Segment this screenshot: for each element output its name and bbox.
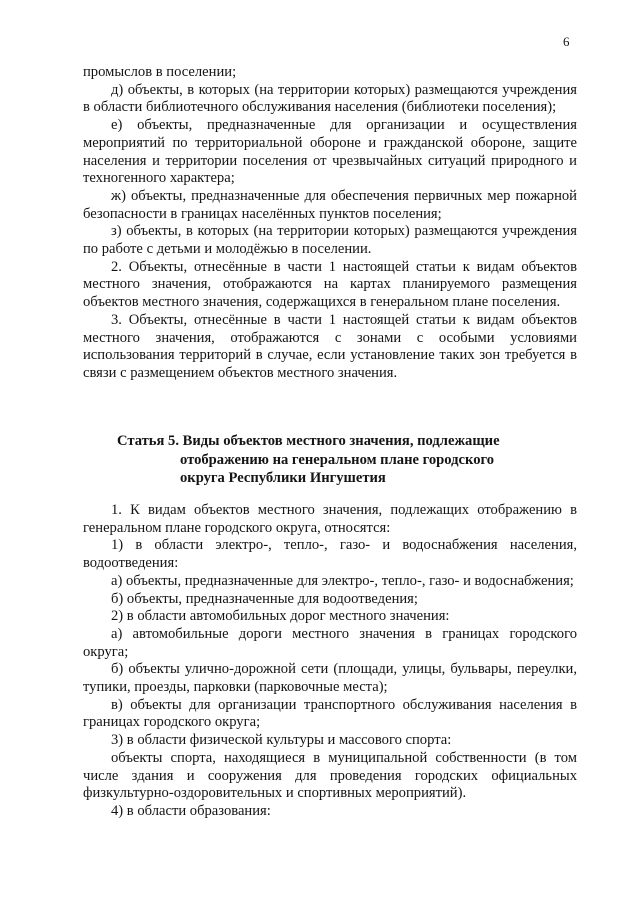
paragraph: 2) в области автомобильных дорог местного значения: [111, 608, 450, 625]
paragraph: 2. Объекты, отнесённые в части 1 настоящей статьи к видам объектов местного значения, отображаются на картах планируемого размещения объектов местного значения, содержащихся в генеральном плане поселения. [83, 258, 577, 311]
page-number: 6 [563, 34, 570, 49]
article-5-heading [117, 432, 557, 488]
paragraph: 1) в области электро-, тепло-, газо- и водоснабжения населения, водоотведения: [83, 537, 577, 572]
paragraph: 1. К видам объектов местного значения, подлежащих отображению в генеральном плане городского округа, относятся: [83, 502, 577, 536]
heading-line: отображению на генеральном плане городского [180, 451, 495, 468]
paragraph: з) объекты, в которых (на территории которых) размещаются учреждения по работе с детьми и молодёжью в поселении. [83, 223, 577, 258]
paragraph: е) объекты, предназначенные для организации и осуществления мероприятий по территориальной обороне и гражданской обороне, защите населения и территории поселения от чрезвычайных ситуаций природного и техногенного характера; [83, 117, 577, 187]
article-4-text [83, 64, 577, 383]
paragraph: д) объекты, в которых (на территории которых) размещаются учреждения в области библиотечного обслуживания населения (библиотеки поселения); [83, 81, 577, 116]
paragraph: промыслов в поселении; [83, 64, 237, 80]
paragraph: в) объекты для организации транспортного обслуживания населения в границах городского округа; [83, 696, 577, 731]
paragraph: объекты спорта, находящиеся в муниципальной собственности (в том числе здания и сооружения для проведения городских официальных физкультурно-оздоровительных и спортивных мероприятий). [83, 749, 577, 802]
paragraph: а) объекты, предназначенные для электро-, тепло-, газо- и водоснабжения; [111, 572, 574, 589]
paragraph: 3. Объекты, отнесённые в части 1 настоящей статьи к видам объектов местного значения, отображаются с зонами с особыми условиями использования территорий в случае, если установление таких зон требуется в связи с размещением объектов местного значения. [83, 311, 577, 381]
paragraph: 4) в области образования: [111, 802, 271, 819]
heading-line: округа Республики Ингушетия [180, 470, 386, 486]
paragraph: ж) объекты, предназначенные для обеспечения первичных мер пожарной безопасности в границах населённых пунктов поселения; [83, 187, 577, 222]
paragraph: б) объекты улично-дорожной сети (площади, улицы, бульвары, переулки, тупики, проезды, парковки (парковочные места); [83, 661, 577, 696]
article-5-text [83, 502, 577, 821]
paragraph: б) объекты, предназначенные для водоотведения; [111, 590, 418, 607]
paragraph: 3) в области физической культуры и массового спорта: [111, 732, 452, 749]
paragraph: а) автомобильные дороги местного значения в границах городского округа; [83, 625, 577, 660]
heading-line: Статья 5. Виды объектов местного значения, подлежащие [117, 433, 500, 449]
